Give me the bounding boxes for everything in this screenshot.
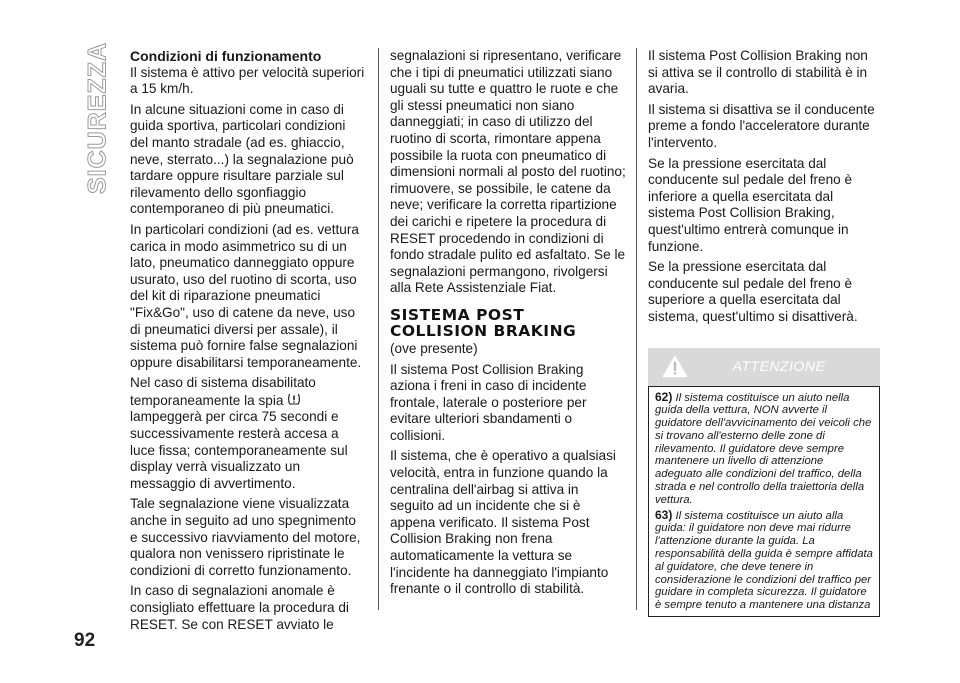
warning-header xyxy=(648,348,880,386)
paragraph-with-icon xyxy=(130,375,366,492)
section-heading-line: COLLISION BRAKING xyxy=(390,321,577,340)
paragraph: Il sistema è attivo per velocità superiori a 15 km/h. xyxy=(130,64,365,97)
column-divider xyxy=(378,48,379,610)
paragraph: segnalazioni si ripresentano, verificare che i tipi di pneumatici utilizzati siano uguali su tutte e quattro le ruote e che gli stessi pneumatici non siano danneggiati; in caso di utilizzo del ruotino di scorta, rimontare appena possibile la ruota con pneumatico di dimensioni normali al posto del ruotino; rimuovere, se possibile, le catene da neve; verificare la corretta ripartizione dei carichi e ripetere la procedura di RESET procedendo in condizioni di fondo stradale pulito ed asfaltato. Se le segnalazioni permangono, rivolgersi alla Rete Assistenziale Fiat. xyxy=(390,48,626,296)
text-column-3 xyxy=(648,48,880,617)
text-column-1 xyxy=(130,48,366,637)
section-subheading: (ove presente) xyxy=(390,340,478,356)
paragraph: Se la pressione esercitata dal conducente sul pedale del freno è inferiore a quella esercitata dal sistema Post Collision Braking, quest'ultimo entrerà comunque in funzione. xyxy=(648,155,853,254)
text-column-2 xyxy=(390,48,626,602)
section-heading-line: SISTEMA POST xyxy=(390,305,525,324)
column-divider xyxy=(636,48,637,610)
paragraph: In caso di segnalazioni anomale è consigliato effettuare la procedura di RESET. Se con RESET avviato le xyxy=(130,583,349,632)
warning-item xyxy=(655,391,873,507)
warning-number: 62) xyxy=(655,389,673,404)
paragraph: Se la pressione esercitata dal conducente sul pedale del freno è superiore a quella esercitata dal sistema, quest'ultimo si disattiverà. xyxy=(648,259,858,324)
warning-number: 63) xyxy=(655,507,673,522)
paragraph: Il sistema, che è operativo a qualsiasi velocità, entra in funzione quando la centralina dell'airbag si attiva in seguito ad un incidente che si è appena verificato. Il sistema Post Collision Braking non frena automaticamente la vettura se l'incidente ha danneggiato l'impianto frenante o il controllo di stabilità. xyxy=(390,448,616,597)
warning-item xyxy=(655,509,873,612)
warning-text: Il sistema costituisce un aiuto nella guida della vettura, NON avverte il guidatore dell'avvicinamento dei veicoli che si trovano all'esterno delle zone di rilevamento. Il guidatore deve sempre mantenere un livello di attenzione adeguato alle condizioni del traffico, della strada e nel controllo della traiettoria della vettura. xyxy=(655,391,872,506)
paragraph: In particolari condizioni (ad es. vettura carica in modo asimmetrico su di un lato, pneumatico danneggiato oppure usurato, uso del ruotino di scorta, uso del kit di riparazione pneumatici "Fix&Go", uso di catene da neve, uso di pneumatici diversi per assale), il sistema può fornire false segnalazioni oppure disabilitarsi temporaneamente. xyxy=(130,221,362,370)
page-number: 92 xyxy=(74,630,96,651)
warning-title: ATTENZIONE xyxy=(732,358,826,375)
paragraph: Il sistema si disattiva se il conducente preme a fondo l'acceleratore durante l'intervento. xyxy=(648,101,875,150)
paragraph: Il sistema Post Collision Braking non si attiva se il controllo di stabilità è in avaria. xyxy=(648,48,868,97)
paragraph: Il sistema Post Collision Braking aziona i freni in caso di incidente frontale, laterale o posteriore per evitare ulteriori sbandamenti o collisioni. xyxy=(390,361,587,443)
section-heading xyxy=(390,307,626,339)
warning-box xyxy=(648,386,880,618)
section-side-title: SICUREZZA xyxy=(83,41,112,195)
paragraph: Tale segnalazione viene visualizzata anche in seguito ad uno spegnimento e successivo riavviamento del motore, qualora non venissero ripristinate le condizioni di corretto funzionamento. xyxy=(130,496,361,578)
paragraph-text: lampeggerà per circa 75 secondi e successivamente resterà accesa a luce fissa; contemporaneamente sul display verrà visualizzato un messaggio di avvertimento. xyxy=(130,409,348,491)
tyre-pressure-warning-icon xyxy=(287,392,301,406)
paragraph-text: Nel caso di sistema disabilitato temporaneamente la spia xyxy=(130,375,316,408)
paragraph: In alcune situazioni come in caso di guida sportiva, particolari condizioni del manto stradale (ad es. ghiaccio, neve, sterrato...) la segnalazione può tardare oppure risultare parziale sul rilevamento dello sgonfiaggio contemporaneo di più pneumatici. xyxy=(130,101,354,217)
warning-triangle-icon xyxy=(662,355,688,378)
subsection-heading: Condizioni di funzionamento xyxy=(130,48,322,64)
warning-text: Il sistema costituisce un aiuto alla guida: il guidatore non deve mai ridurre l'attenzione durante la guida. La responsabilità della guida è sempre affidata al guidatore, che deve tenere in considerazione le condizioni del traffico per guidare in completa sicurezza. Il guidatore è sempre tenuto a mantenere una distanza xyxy=(655,509,873,612)
